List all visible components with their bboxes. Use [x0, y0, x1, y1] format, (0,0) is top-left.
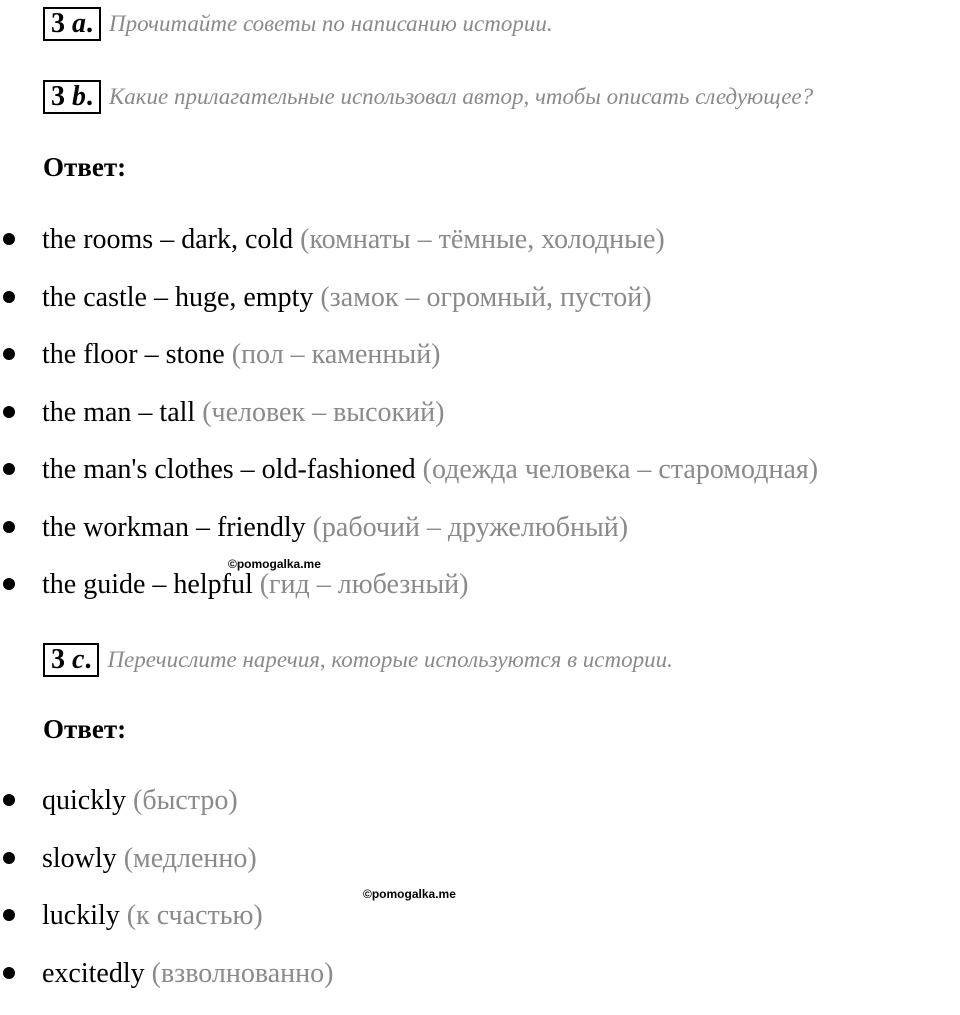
task-letter: a: [72, 8, 86, 39]
task-number: 3: [51, 81, 65, 112]
task-dot: .: [86, 8, 93, 39]
bullet-icon: [3, 909, 15, 921]
item-en: luckily: [42, 900, 120, 931]
item-ru: (к счастью): [126, 900, 263, 931]
task-3c: [43, 642, 673, 678]
answer-label-c: Ответ:: [43, 714, 127, 744]
task-letter: c: [72, 644, 85, 675]
task-letter: b: [72, 81, 86, 112]
bullet-icon: [3, 348, 15, 360]
item-ru: (рабочий – дружелюбный): [312, 511, 629, 543]
item-ru: (замок – огромный, пустой): [320, 281, 652, 313]
task-3c-text: Перечислите наречия, которые используются в истории.: [107, 647, 673, 672]
item-en: the guide – helpful: [42, 569, 253, 600]
task-3a: [43, 6, 553, 42]
bullet-icon: [3, 852, 15, 864]
item-ru: (гид – любезный): [259, 569, 469, 600]
item-en: the rooms – dark, cold: [42, 224, 294, 255]
item-en: the man – tall: [42, 396, 196, 428]
watermark: ©pomogalka.me: [228, 557, 321, 571]
item-ru: (комнаты – тёмные, холодные): [300, 224, 665, 255]
task-3a-text: Прочитайте советы по написанию истории.: [109, 11, 553, 36]
bullet-icon: [3, 794, 15, 806]
bullet-icon: [3, 233, 15, 245]
bullet-icon: [3, 967, 15, 979]
item-en: the castle – huge, empty: [42, 281, 314, 313]
item-en: the floor – stone: [42, 339, 225, 370]
task-3b-text: Какие прилагательные использовал автор, чтобы описать следующее?: [109, 84, 814, 109]
task-dot: .: [84, 644, 92, 675]
item-en: excitedly: [42, 957, 145, 989]
bullet-icon: [3, 463, 15, 475]
item-en: slowly: [42, 842, 117, 874]
answer-label-b: Ответ:: [43, 152, 127, 182]
task-3b-label: [43, 80, 101, 114]
bullet-icon: [3, 521, 15, 533]
item-ru: (человек – высокий): [202, 396, 445, 428]
bullet-icon: [3, 291, 15, 303]
task-3b: [43, 79, 813, 115]
bullet-icon: [3, 578, 15, 590]
item-ru: (медленно): [123, 842, 257, 874]
item-en: the workman – friendly: [42, 511, 306, 543]
item-en: quickly: [42, 785, 126, 816]
task-number: 3: [51, 8, 65, 39]
item-ru: (одежда человека – старомодная): [422, 454, 819, 485]
task-3c-label: [43, 643, 99, 677]
task-number: 3: [51, 644, 65, 675]
task-dot: .: [86, 81, 93, 112]
item-ru: (быстро): [133, 785, 238, 816]
watermark: ©pomogalka.me: [363, 887, 456, 901]
item-en: the man's clothes – old-fashioned: [42, 454, 416, 485]
item-ru: (взволнованно): [151, 957, 334, 989]
task-3a-label: [43, 7, 101, 41]
item-ru: (пол – каменный): [231, 339, 441, 370]
bullet-icon: [3, 406, 15, 418]
